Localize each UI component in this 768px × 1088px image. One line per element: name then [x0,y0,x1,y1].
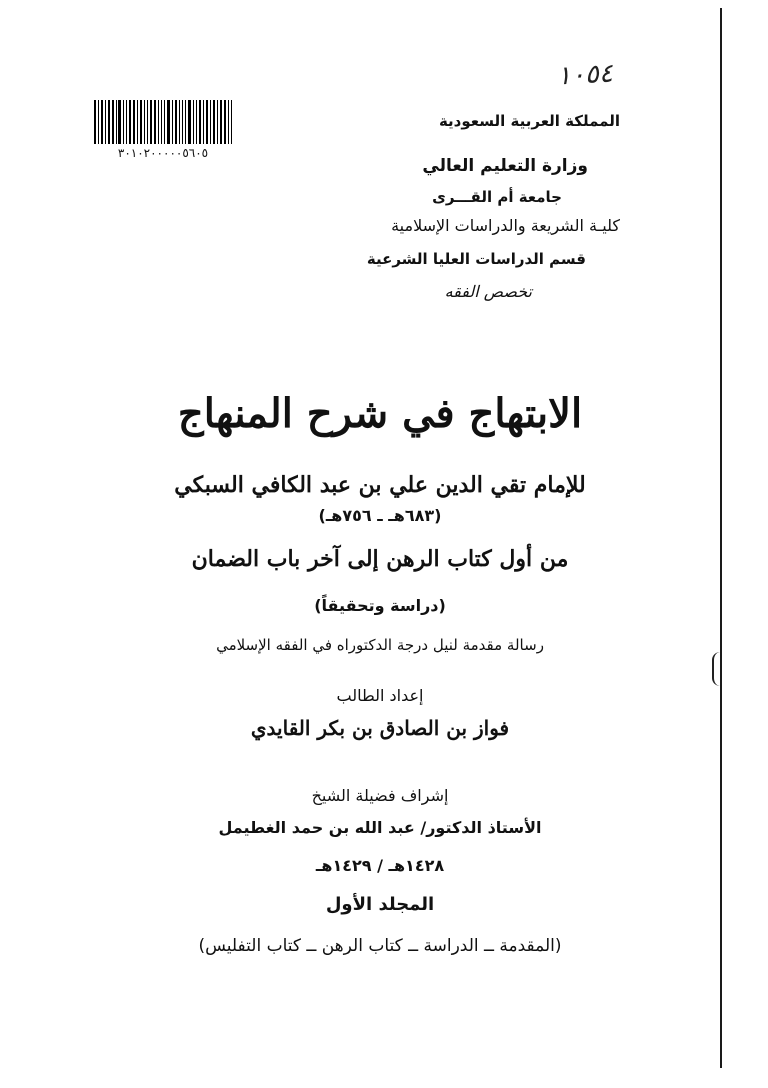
barcode-bar [118,100,121,144]
volume-contents: (المقدمة ــ الدراسة ــ كتاب الرهن ــ كتاب التفليس) [198,936,562,956]
barcode-bar [167,100,170,144]
barcode-bar [203,100,204,144]
specialization: تخصص الفقه [444,282,532,301]
barcode-bar [150,100,153,144]
country-name: المملكة العربية السعودية [438,112,620,130]
prepared-by-label: إعداد الطالب [336,686,424,705]
barcode-bar [154,100,156,144]
barcode-bar [172,100,173,144]
barcode-bar [228,100,229,144]
barcode-bar [164,100,165,144]
barcode-bar [137,100,138,144]
barcode-bar [220,100,222,144]
barcode-bar [112,100,114,144]
barcode-number: ٣٠١٠٢٠٠٠٠٠٥٦٠٥ [117,146,209,160]
barcode-bar [213,100,215,144]
scope-line: من أول كتاب الرهن إلى آخر باب الضمان [191,546,569,572]
barcode-bar [126,100,127,144]
margin-rule [720,8,722,1068]
department-name: قسم الدراسات العليا الشرعية [366,250,586,268]
author-years: (٦٨٣هـ ـ ٧٥٦هـ) [318,506,442,525]
barcode-bar [101,100,104,144]
ministry-name: وزارة التعليم العالي [422,156,588,176]
barcode-bar [144,100,145,144]
barcode-bar [129,100,131,144]
supervisor-name: الأستاذ الدكتور/ عبد الله بن حمد الغطيمل [218,818,542,837]
barcode-bar [123,100,124,144]
barcode-bar [116,100,117,144]
barcode-bar [193,100,195,144]
barcode-bar [182,100,183,144]
barcode-bar [196,100,197,144]
book-title: الابتهاج في شرح المنهاج [177,390,583,437]
barcode-bar [185,100,186,144]
supervision-label: إشراف فضيلة الشيخ [311,786,449,805]
university-name: جامعة أم القـــرى [432,188,562,206]
barcode [88,100,238,164]
barcode-bar [217,100,218,144]
author-line: للإمام تقي الدين علي بن عبد الكافي السبكي [174,472,586,498]
barcode-bar [224,100,227,144]
barcode-bar [175,100,177,144]
barcode-bar [108,100,110,144]
barcode-bar [179,100,181,144]
barcode-bar [158,100,159,144]
student-name: فواز بن الصادق بن بكر القايدي [250,716,510,740]
barcode-bar [188,100,191,144]
barcode-bar [210,100,211,144]
barcode-bars [94,100,234,144]
volume-label: المجلد الأول [325,894,435,915]
barcode-bar [140,100,142,144]
barcode-bar [105,100,106,144]
study-type: (دراسة وتحقيقاً) [314,596,446,615]
college-name: كليـة الشريعة والدراسات الإسلامية [391,216,620,235]
barcode-bar [98,100,99,144]
thesis-note: رسالة مقدمة لنيل درجة الدكتوراه في الفقه الإسلامي [216,636,544,654]
barcode-bar [161,100,163,144]
handwritten-number: ١٠٥٤ [556,58,614,92]
barcode-bar [206,100,209,144]
barcode-bar [231,100,232,144]
barcode-bar [133,100,136,144]
barcode-bar [199,100,201,144]
barcode-bar [147,100,148,144]
barcode-bar [94,100,96,144]
margin-bracket-mark [712,652,724,686]
academic-years: ١٤٢٨هـ / ١٤٢٩هـ [315,856,445,875]
